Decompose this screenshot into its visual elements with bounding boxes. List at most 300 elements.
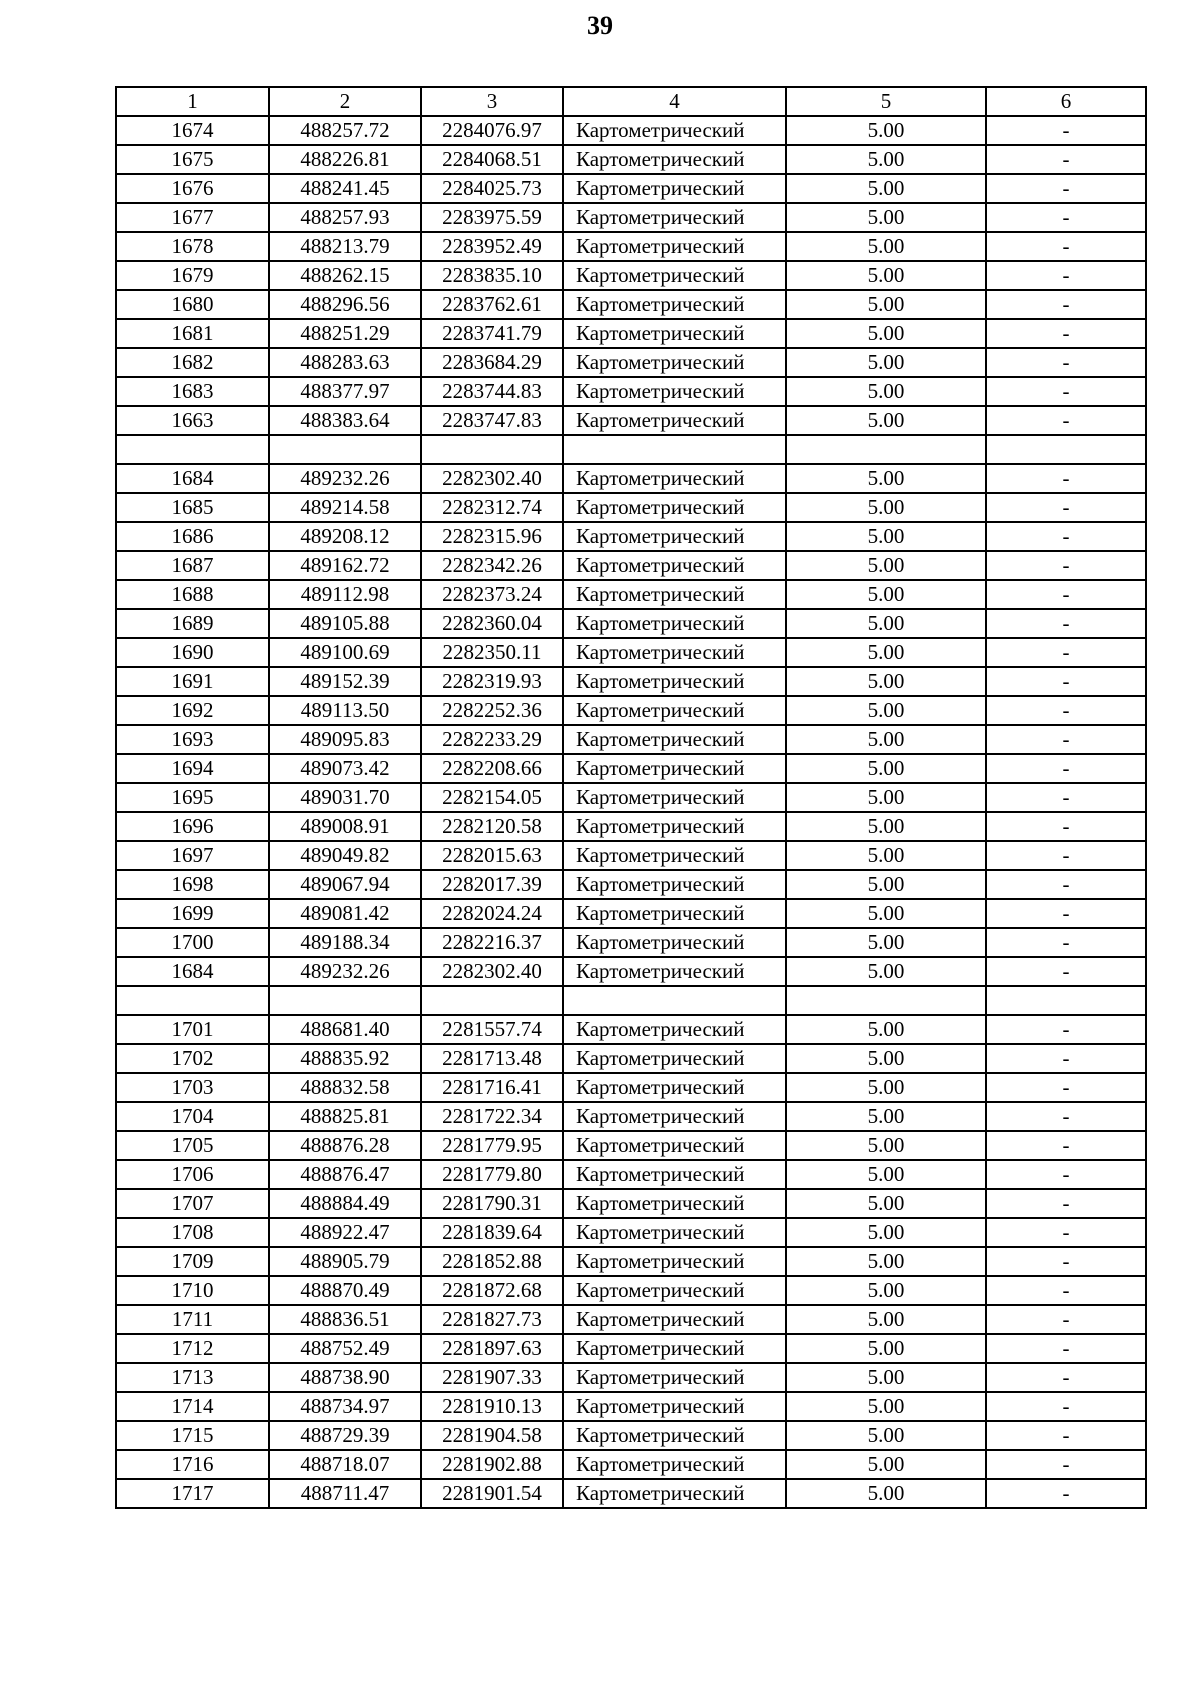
x-coordinate-cell: 488296.56 [269,290,421,319]
table-row [116,1247,1146,1276]
table-row [116,841,1146,870]
note-cell: - [986,609,1146,638]
accuracy-cell: 5.00 [786,493,986,522]
point-number-cell: 1684 [116,464,269,493]
column-header-2: 2 [269,87,421,116]
point-number-cell: 1706 [116,1160,269,1189]
method-cell: Картометрический [563,1015,786,1044]
table-row [116,145,1146,174]
note-cell: - [986,580,1146,609]
point-number-cell: 1677 [116,203,269,232]
accuracy-cell: 5.00 [786,1073,986,1102]
point-number-cell: 1699 [116,899,269,928]
x-coordinate-cell: 488213.79 [269,232,421,261]
method-cell: Картометрический [563,696,786,725]
accuracy-cell: 5.00 [786,899,986,928]
method-cell: Картометрический [563,1450,786,1479]
accuracy-cell: 5.00 [786,203,986,232]
y-coordinate-cell: 2282252.36 [421,696,563,725]
note-cell: - [986,1479,1146,1508]
x-coordinate-cell: 489073.42 [269,754,421,783]
method-cell: Картометрический [563,145,786,174]
y-coordinate-cell: 2281852.88 [421,1247,563,1276]
point-number-cell: 1691 [116,667,269,696]
x-coordinate-cell: 489105.88 [269,609,421,638]
table-row [116,174,1146,203]
table-row [116,667,1146,696]
y-coordinate-cell: 2282312.74 [421,493,563,522]
x-coordinate-cell: 488262.15 [269,261,421,290]
note-cell: - [986,1102,1146,1131]
accuracy-cell: 5.00 [786,551,986,580]
x-coordinate-cell: 488257.72 [269,116,421,145]
x-coordinate-cell: 489100.69 [269,638,421,667]
x-coordinate-cell: 489113.50 [269,696,421,725]
table-row [116,116,1146,145]
method-cell: Картометрический [563,406,786,435]
x-coordinate-cell: 488383.64 [269,406,421,435]
y-coordinate-cell: 2282302.40 [421,464,563,493]
x-coordinate-cell: 489214.58 [269,493,421,522]
accuracy-cell: 5.00 [786,377,986,406]
note-cell: - [986,406,1146,435]
y-coordinate-cell: 2284025.73 [421,174,563,203]
accuracy-cell: 5.00 [786,1102,986,1131]
accuracy-cell: 5.00 [786,580,986,609]
x-coordinate-cell: 488825.81 [269,1102,421,1131]
table-row [116,696,1146,725]
table-row [116,1334,1146,1363]
table-row [116,1189,1146,1218]
y-coordinate-cell [421,435,563,464]
accuracy-cell: 5.00 [786,1131,986,1160]
method-cell: Картометрический [563,1102,786,1131]
table-row [116,290,1146,319]
y-coordinate-cell: 2282233.29 [421,725,563,754]
point-number-cell: 1692 [116,696,269,725]
accuracy-cell: 5.00 [786,638,986,667]
x-coordinate-cell: 488283.63 [269,348,421,377]
y-coordinate-cell: 2281839.64 [421,1218,563,1247]
y-coordinate-cell: 2284068.51 [421,145,563,174]
x-coordinate-cell: 489049.82 [269,841,421,870]
accuracy-cell: 5.00 [786,116,986,145]
x-coordinate-cell: 488681.40 [269,1015,421,1044]
accuracy-cell: 5.00 [786,145,986,174]
method-cell [563,986,786,1015]
method-cell: Картометрический [563,725,786,754]
point-number-cell: 1688 [116,580,269,609]
accuracy-cell: 5.00 [786,232,986,261]
point-number-cell: 1689 [116,609,269,638]
accuracy-cell: 5.00 [786,812,986,841]
coordinates-table [115,86,1147,1509]
note-cell: - [986,696,1146,725]
accuracy-cell: 5.00 [786,1247,986,1276]
point-number-cell: 1675 [116,145,269,174]
note-cell: - [986,377,1146,406]
table-row [116,725,1146,754]
table-row [116,1276,1146,1305]
note-cell: - [986,290,1146,319]
x-coordinate-cell: 488734.97 [269,1392,421,1421]
point-number-cell: 1716 [116,1450,269,1479]
point-number-cell: 1707 [116,1189,269,1218]
x-coordinate-cell: 488711.47 [269,1479,421,1508]
note-cell: - [986,1015,1146,1044]
y-coordinate-cell: 2281722.34 [421,1102,563,1131]
point-number-cell: 1680 [116,290,269,319]
point-number-cell: 1687 [116,551,269,580]
note-cell: - [986,174,1146,203]
accuracy-cell: 5.00 [786,261,986,290]
note-cell: - [986,1218,1146,1247]
table-row [116,464,1146,493]
note-cell: - [986,1305,1146,1334]
y-coordinate-cell: 2284076.97 [421,116,563,145]
point-number-cell: 1663 [116,406,269,435]
method-cell: Картометрический [563,1421,786,1450]
y-coordinate-cell: 2283762.61 [421,290,563,319]
point-number-cell: 1676 [116,174,269,203]
x-coordinate-cell: 488835.92 [269,1044,421,1073]
y-coordinate-cell: 2282208.66 [421,754,563,783]
accuracy-cell: 5.00 [786,928,986,957]
y-coordinate-cell: 2282315.96 [421,522,563,551]
note-cell: - [986,1131,1146,1160]
y-coordinate-cell: 2282373.24 [421,580,563,609]
x-coordinate-cell: 489081.42 [269,899,421,928]
note-cell: - [986,928,1146,957]
point-number-cell: 1686 [116,522,269,551]
note-cell: - [986,232,1146,261]
point-number-cell: 1696 [116,812,269,841]
method-cell: Картометрический [563,1247,786,1276]
point-number-cell [116,435,269,464]
method-cell: Картометрический [563,754,786,783]
column-header-4: 4 [563,87,786,116]
column-header-1: 1 [116,87,269,116]
accuracy-cell: 5.00 [786,1276,986,1305]
y-coordinate-cell: 2283741.79 [421,319,563,348]
table-row [116,638,1146,667]
accuracy-cell: 5.00 [786,1160,986,1189]
method-cell: Картометрический [563,899,786,928]
note-cell: - [986,493,1146,522]
note-cell: - [986,261,1146,290]
point-number-cell: 1713 [116,1363,269,1392]
y-coordinate-cell: 2283684.29 [421,348,563,377]
method-cell: Картометрический [563,116,786,145]
x-coordinate-cell: 489152.39 [269,667,421,696]
point-number-cell: 1711 [116,1305,269,1334]
accuracy-cell: 5.00 [786,696,986,725]
table-row [116,754,1146,783]
method-cell: Картометрический [563,841,786,870]
method-cell: Картометрический [563,1218,786,1247]
y-coordinate-cell: 2282216.37 [421,928,563,957]
y-coordinate-cell: 2283975.59 [421,203,563,232]
method-cell: Картометрический [563,1131,786,1160]
note-cell: - [986,812,1146,841]
y-coordinate-cell: 2282319.93 [421,667,563,696]
y-coordinate-cell: 2281897.63 [421,1334,563,1363]
note-cell: - [986,1276,1146,1305]
column-header-6: 6 [986,87,1146,116]
y-coordinate-cell: 2281904.58 [421,1421,563,1450]
table-header [116,87,1146,116]
y-coordinate-cell: 2282120.58 [421,812,563,841]
method-cell: Картометрический [563,667,786,696]
method-cell: Картометрический [563,1305,786,1334]
note-cell: - [986,1421,1146,1450]
method-cell: Картометрический [563,464,786,493]
x-coordinate-cell: 488718.07 [269,1450,421,1479]
x-coordinate-cell: 489031.70 [269,783,421,812]
note-cell: - [986,1044,1146,1073]
y-coordinate-cell: 2281713.48 [421,1044,563,1073]
table-row [116,783,1146,812]
y-coordinate-cell: 2283835.10 [421,261,563,290]
x-coordinate-cell: 488241.45 [269,174,421,203]
accuracy-cell: 5.00 [786,1392,986,1421]
method-cell: Картометрический [563,1044,786,1073]
note-cell: - [986,667,1146,696]
method-cell: Картометрический [563,1363,786,1392]
y-coordinate-cell: 2282302.40 [421,957,563,986]
method-cell: Картометрический [563,232,786,261]
x-coordinate-cell: 489008.91 [269,812,421,841]
note-cell: - [986,754,1146,783]
point-number-cell: 1697 [116,841,269,870]
accuracy-cell: 5.00 [786,319,986,348]
table-row [116,1015,1146,1044]
point-number-cell: 1703 [116,1073,269,1102]
point-number-cell: 1705 [116,1131,269,1160]
method-cell: Картометрический [563,493,786,522]
table-row [116,377,1146,406]
x-coordinate-cell: 488876.47 [269,1160,421,1189]
table-row [116,319,1146,348]
note-cell: - [986,638,1146,667]
y-coordinate-cell: 2282350.11 [421,638,563,667]
point-number-cell: 1682 [116,348,269,377]
note-cell: - [986,551,1146,580]
accuracy-cell: 5.00 [786,754,986,783]
point-number-cell: 1685 [116,493,269,522]
note-cell: - [986,1450,1146,1479]
accuracy-cell: 5.00 [786,1015,986,1044]
method-cell: Картометрический [563,203,786,232]
table-row [116,406,1146,435]
accuracy-cell: 5.00 [786,1305,986,1334]
y-coordinate-cell: 2282015.63 [421,841,563,870]
note-cell: - [986,1073,1146,1102]
y-coordinate-cell: 2281902.88 [421,1450,563,1479]
point-number-cell: 1708 [116,1218,269,1247]
accuracy-cell: 5.00 [786,1363,986,1392]
table-row [116,928,1146,957]
method-cell [563,435,786,464]
x-coordinate-cell: 489162.72 [269,551,421,580]
accuracy-cell: 5.00 [786,522,986,551]
note-cell: - [986,1247,1146,1276]
table-row [116,1073,1146,1102]
x-coordinate-cell: 488832.58 [269,1073,421,1102]
method-cell: Картометрический [563,957,786,986]
x-coordinate-cell: 489188.34 [269,928,421,957]
point-number-cell: 1701 [116,1015,269,1044]
table-body [116,116,1146,1508]
header-row [116,87,1146,116]
note-cell [986,986,1146,1015]
point-number-cell: 1710 [116,1276,269,1305]
note-cell: - [986,1363,1146,1392]
point-number-cell: 1678 [116,232,269,261]
table-row [116,551,1146,580]
method-cell: Картометрический [563,551,786,580]
y-coordinate-cell: 2283744.83 [421,377,563,406]
table-row [116,1421,1146,1450]
x-coordinate-cell: 489095.83 [269,725,421,754]
x-coordinate-cell [269,435,421,464]
table-row [116,261,1146,290]
point-number-cell: 1684 [116,957,269,986]
point-number-cell: 1683 [116,377,269,406]
y-coordinate-cell: 2282342.26 [421,551,563,580]
method-cell: Картометрический [563,1392,786,1421]
x-coordinate-cell: 489232.26 [269,957,421,986]
accuracy-cell: 5.00 [786,725,986,754]
y-coordinate-cell: 2281907.33 [421,1363,563,1392]
point-number-cell: 1698 [116,870,269,899]
point-number-cell: 1712 [116,1334,269,1363]
x-coordinate-cell: 488738.90 [269,1363,421,1392]
method-cell: Картометрический [563,812,786,841]
note-cell: - [986,1160,1146,1189]
table-row [116,1160,1146,1189]
y-coordinate-cell: 2281872.68 [421,1276,563,1305]
x-coordinate-cell: 489112.98 [269,580,421,609]
y-coordinate-cell: 2281716.41 [421,1073,563,1102]
x-coordinate-cell: 488257.93 [269,203,421,232]
table-row [116,1479,1146,1508]
method-cell: Картометрический [563,290,786,319]
point-number-cell: 1702 [116,1044,269,1073]
accuracy-cell: 5.00 [786,1218,986,1247]
accuracy-cell: 5.00 [786,957,986,986]
point-number-cell [116,986,269,1015]
method-cell: Картометрический [563,1160,786,1189]
x-coordinate-cell: 489208.12 [269,522,421,551]
y-coordinate-cell: 2281910.13 [421,1392,563,1421]
point-number-cell: 1717 [116,1479,269,1508]
accuracy-cell: 5.00 [786,406,986,435]
y-coordinate-cell: 2283747.83 [421,406,563,435]
method-cell: Картометрический [563,1276,786,1305]
x-coordinate-cell: 488226.81 [269,145,421,174]
accuracy-cell: 5.00 [786,609,986,638]
method-cell: Картометрический [563,928,786,957]
y-coordinate-cell: 2281779.95 [421,1131,563,1160]
point-number-cell: 1679 [116,261,269,290]
point-number-cell: 1681 [116,319,269,348]
accuracy-cell: 5.00 [786,1044,986,1073]
accuracy-cell: 5.00 [786,667,986,696]
point-number-cell: 1704 [116,1102,269,1131]
note-cell: - [986,899,1146,928]
note-cell: - [986,725,1146,754]
y-coordinate-cell: 2281827.73 [421,1305,563,1334]
x-coordinate-cell: 488752.49 [269,1334,421,1363]
accuracy-cell: 5.00 [786,348,986,377]
table-row [116,986,1146,1015]
point-number-cell: 1714 [116,1392,269,1421]
table-row [116,493,1146,522]
x-coordinate-cell: 489067.94 [269,870,421,899]
method-cell: Картометрический [563,1334,786,1363]
x-coordinate-cell: 488922.47 [269,1218,421,1247]
point-number-cell: 1690 [116,638,269,667]
method-cell: Картометрический [563,870,786,899]
y-coordinate-cell: 2283952.49 [421,232,563,261]
accuracy-cell: 5.00 [786,174,986,203]
table-row [116,1218,1146,1247]
method-cell: Картометрический [563,783,786,812]
note-cell: - [986,870,1146,899]
y-coordinate-cell: 2282154.05 [421,783,563,812]
point-number-cell: 1694 [116,754,269,783]
x-coordinate-cell: 489232.26 [269,464,421,493]
x-coordinate-cell: 488905.79 [269,1247,421,1276]
table-row [116,1392,1146,1421]
note-cell: - [986,1189,1146,1218]
column-header-5: 5 [786,87,986,116]
method-cell: Картометрический [563,522,786,551]
x-coordinate-cell: 488251.29 [269,319,421,348]
accuracy-cell: 5.00 [786,1479,986,1508]
y-coordinate-cell: 2281779.80 [421,1160,563,1189]
method-cell: Картометрический [563,609,786,638]
table-row [116,1131,1146,1160]
table-row [116,1305,1146,1334]
method-cell: Картометрический [563,1189,786,1218]
method-cell: Картометрический [563,174,786,203]
method-cell: Картометрический [563,638,786,667]
table-row [116,870,1146,899]
x-coordinate-cell: 488884.49 [269,1189,421,1218]
y-coordinate-cell: 2282360.04 [421,609,563,638]
table-row [116,232,1146,261]
table-row [116,899,1146,928]
note-cell: - [986,841,1146,870]
note-cell: - [986,957,1146,986]
page-number: 39 [587,11,613,40]
accuracy-cell: 5.00 [786,783,986,812]
table-row [116,435,1146,464]
x-coordinate-cell: 488377.97 [269,377,421,406]
table-row [116,203,1146,232]
x-coordinate-cell: 488876.28 [269,1131,421,1160]
y-coordinate-cell: 2281557.74 [421,1015,563,1044]
column-header-3: 3 [421,87,563,116]
accuracy-cell: 5.00 [786,1450,986,1479]
note-cell: - [986,1334,1146,1363]
x-coordinate-cell: 488836.51 [269,1305,421,1334]
note-cell: - [986,1392,1146,1421]
accuracy-cell: 5.00 [786,464,986,493]
table-row [116,1102,1146,1131]
